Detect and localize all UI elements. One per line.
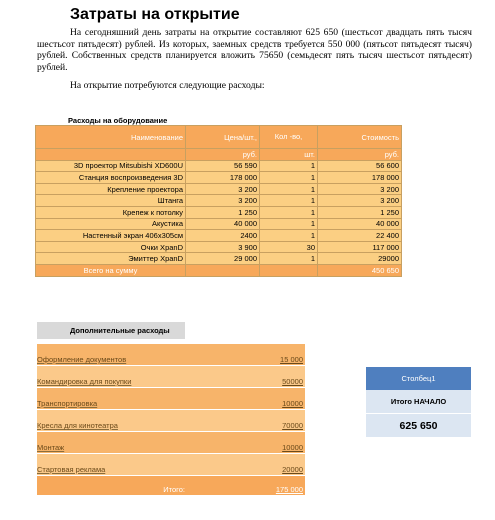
equipment-table <box>35 125 402 277</box>
expense-label: Стартовая реклама <box>37 465 106 474</box>
unit-qty: шт. <box>260 149 318 161</box>
cell-price: 178 000 <box>186 172 260 184</box>
intro-paragraph: На сегодняшний день затраты на открытие составляют 625 650 (шестьсот двадцать пять тысяч шестьсот пятьдесят) рублей. Из которых, заемных средств требуется 550 000 (пятьсот пятьдесят тысяч) рублей. Собственных средств планируется вложить 75650 (семьдесят пять тысяч шестьсот пятьдесят) рублей. <box>37 27 472 73</box>
cell-qty: 1 <box>260 160 318 172</box>
cell-qty: 1 <box>260 195 318 207</box>
cell-price: 3 200 <box>186 195 260 207</box>
cell-name: Настенный экран 406х305см <box>36 230 186 242</box>
cell-qty: 1 <box>260 253 318 265</box>
expense-value: 70000 <box>282 421 303 430</box>
equipment-caption: Расходы на оборудование <box>68 116 168 125</box>
table-row <box>36 206 402 218</box>
cell-name: Крепеж к потолку <box>36 206 186 218</box>
equipment-units-row <box>36 149 402 161</box>
table-row <box>36 218 402 230</box>
list-item <box>37 454 305 476</box>
cell-price: 1 250 <box>186 206 260 218</box>
cell-price: 29 000 <box>186 253 260 265</box>
additional-total-label: Итого: <box>163 485 185 494</box>
expense-label: Монтаж <box>37 443 65 452</box>
cell-cost: 22 400 <box>318 230 402 242</box>
cell-name: 3D проектор Mitsubishi XD600U <box>36 160 186 172</box>
header-qty: Кол -во, <box>260 126 318 149</box>
header-cost: Стоимость <box>318 126 402 149</box>
cell-cost: 1 250 <box>318 206 402 218</box>
table-row <box>36 160 402 172</box>
expense-value: 10000 <box>282 443 303 452</box>
expense-label: Оформление документов <box>37 355 127 364</box>
total-value: 450 650 <box>318 264 402 276</box>
summary-column-header: Столбец1 <box>366 367 471 390</box>
cell-name: Крепление проектора <box>36 183 186 195</box>
cell-qty: 1 <box>260 218 318 230</box>
cell-cost: 3 200 <box>318 183 402 195</box>
cell-name: Штанга <box>36 195 186 207</box>
cell-price: 56 590 <box>186 160 260 172</box>
unit-name <box>36 149 186 161</box>
cell-name: Очки XpanD <box>36 241 186 253</box>
list-item <box>37 388 305 410</box>
cell-qty: 1 <box>260 206 318 218</box>
cell-qty: 1 <box>260 172 318 184</box>
expense-value: 15 000 <box>280 355 303 364</box>
additional-total-value: 175 000 <box>275 485 303 494</box>
expense-label: Кресла для кинотеатра <box>37 421 118 430</box>
cell-cost: 178 000 <box>318 172 402 184</box>
page-title: Затраты на открытие <box>70 6 240 23</box>
cell-price: 3 200 <box>186 183 260 195</box>
cell-price: 40 000 <box>186 218 260 230</box>
list-item <box>37 366 305 388</box>
cell-cost: 117 000 <box>318 241 402 253</box>
additional-caption: Дополнительные расходы <box>37 322 185 339</box>
cell-name: Эмиттер XpanD <box>36 253 186 265</box>
unit-price: руб. <box>186 149 260 161</box>
cell-name: Станция воспроизведения 3D <box>36 172 186 184</box>
list-item <box>37 344 305 366</box>
equipment-total-row <box>36 264 402 276</box>
cell-cost: 56 600 <box>318 160 402 172</box>
total-label: Всего на сумму <box>36 264 186 276</box>
summary-value: 625 650 <box>366 413 471 437</box>
expense-value: 20000 <box>282 465 303 474</box>
cell-qty: 30 <box>260 241 318 253</box>
summary-label: Итого НАЧАЛО <box>366 390 471 413</box>
list-item <box>37 410 305 432</box>
equipment-header-row <box>36 126 402 149</box>
cell-cost: 3 200 <box>318 195 402 207</box>
list-item <box>37 432 305 454</box>
unit-cost: руб. <box>318 149 402 161</box>
table-row <box>36 230 402 242</box>
cell-price: 2400 <box>186 230 260 242</box>
expense-label: Командировка для покупки <box>37 377 132 386</box>
expense-label: Транспортировка <box>37 399 98 408</box>
cell-cost: 29000 <box>318 253 402 265</box>
intro-paragraph-2: На открытие потребуются следующие расходы: <box>70 80 265 91</box>
additional-total-row <box>37 476 305 496</box>
table-row <box>36 241 402 253</box>
cell-price: 3 900 <box>186 241 260 253</box>
cell-name: Акустика <box>36 218 186 230</box>
header-price: Цена/шт., <box>186 126 260 149</box>
cell-qty: 1 <box>260 230 318 242</box>
table-row <box>36 172 402 184</box>
additional-table <box>37 344 305 496</box>
expense-value: 50000 <box>282 377 303 386</box>
header-name: Наименование <box>36 126 186 149</box>
cell-qty: 1 <box>260 183 318 195</box>
table-row <box>36 253 402 265</box>
cell-cost: 40 000 <box>318 218 402 230</box>
table-row <box>36 195 402 207</box>
summary-box <box>366 367 471 437</box>
expense-value: 10000 <box>282 399 303 408</box>
table-row <box>36 183 402 195</box>
